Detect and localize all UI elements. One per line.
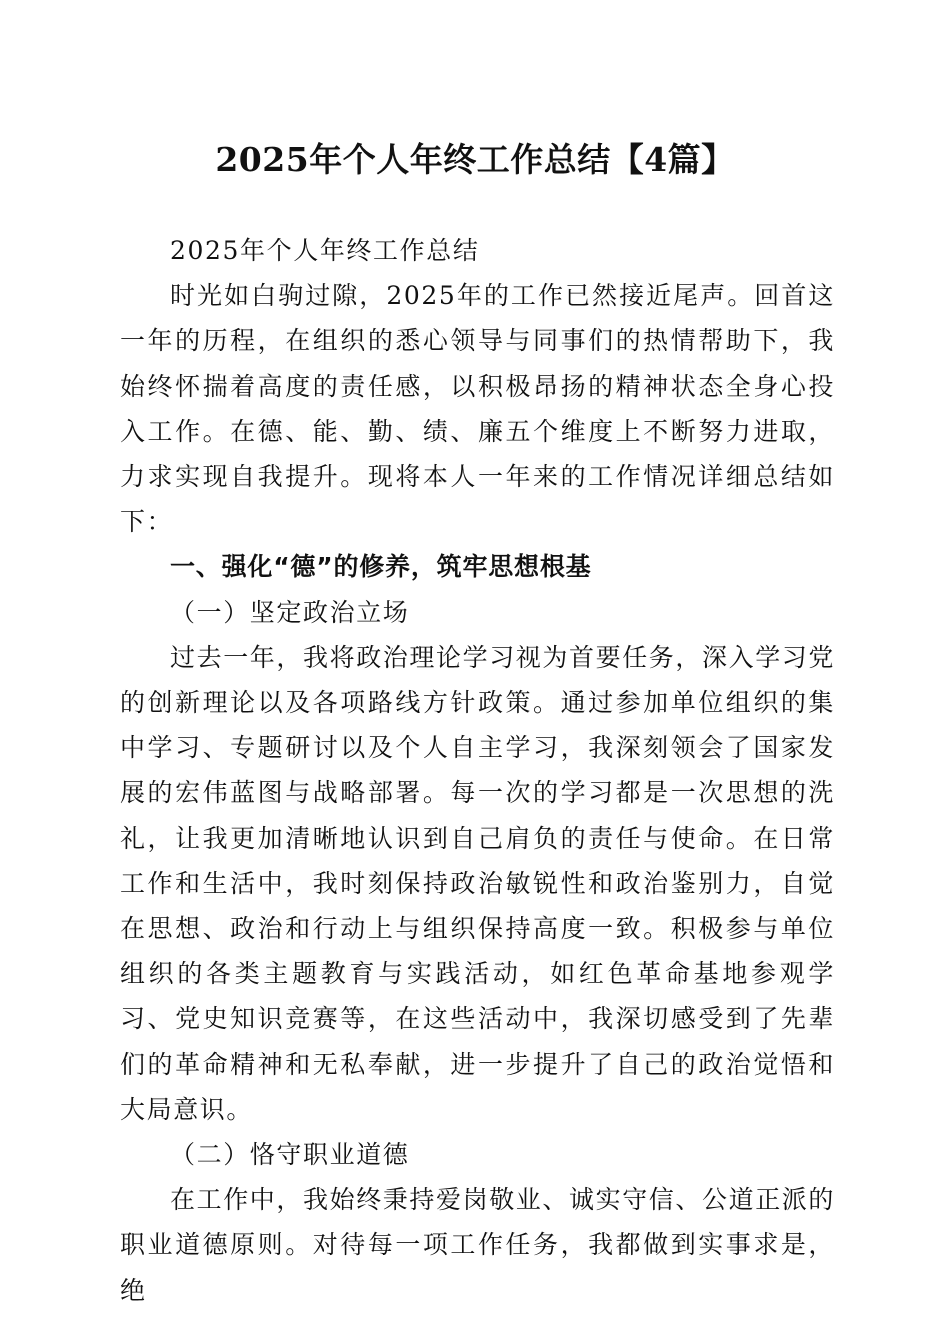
body-paragraph-1: 过去一年，我将政治理论学习视为首要任务，深入学习党的创新理论以及各项路线方针政策。通过参加单位组织的集中学习、专题研讨以及个人自主学习，我深刻领会了国家发展的宏伟蓝图与战略部署。每一次的学习都是一次思想的洗礼，让我更加清晰地认识到自己肩负的责任与使命。在日常工作和生活中，我时刻保持政治敏锐性和政治鉴别力，自觉在思想、政治和行动上与组织保持高度一致。积极参与单位组织的各类主题教育与实践活动，如红色革命基地参观学习、党史知识竞赛等，在这些活动中，我深切感受到了先辈们的革命精神和无私奉献，进一步提升了自己的政治觉悟和大局意识。 — [120, 642, 836, 1124]
intro-paragraph: 时光如白驹过隙，2025年的工作已然接近尾声。回首这一年的历程，在组织的悉心领导与同事们的热情帮助下，我始终怀揣着高度的责任感，以积极昂扬的精神状态全身心投入工作。在德、能、勤、绩、廉五个维度上不断努力进取，力求实现自我提升。现将本人一年来的工作情况详细总结如下： — [120, 281, 835, 537]
subsection-heading-1: （一）坚定政治立场 — [170, 597, 410, 627]
body-paragraph-2: 在工作中，我始终秉持爱岗敬业、诚实守信、公道正派的职业道德原则。对待每一项工作任务，我都做到实事求是，绝 — [120, 1185, 836, 1305]
document-body — [120, 228, 835, 1313]
subsection-heading-2: （二）恪守职业道德 — [170, 1140, 410, 1170]
document-title: 2025年个人年终工作总结【4篇】 — [215, 140, 735, 179]
section-heading-1: 一、强化“德”的修养，筑牢思想根基 — [170, 552, 592, 582]
article-subtitle: 2025年个人年终工作总结 — [170, 236, 480, 265]
